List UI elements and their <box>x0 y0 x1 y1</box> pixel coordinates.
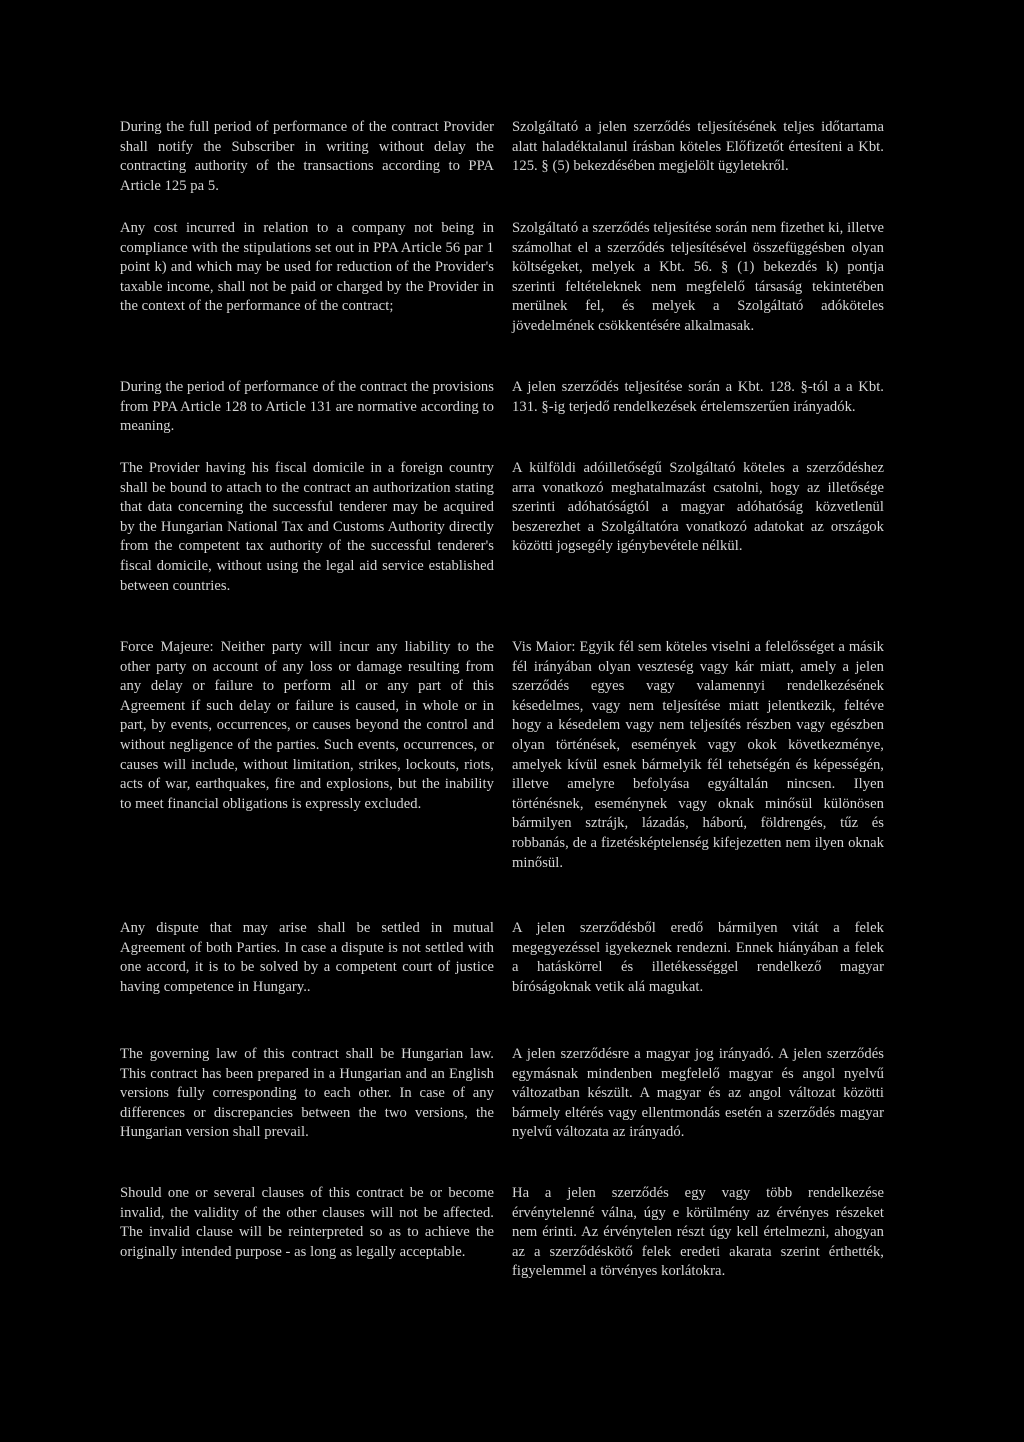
clause-1-hungarian: Szolgáltató a jelen szerződés teljesítésének teljes időtartama alatt haladéktalanul írásban köteles Előfizetőt értesíteni a Kbt. 125. § (5) bekezdésében megjelölt ügyletekről. <box>512 119 884 175</box>
clause-6-english: Any dispute that may arise shall be settled in mutual Agreement of both Parties. In case a dispute is not settled with one accord, it is to be solved by a competent court of justice having competence in Hungary.. <box>120 920 494 995</box>
clause-5-english: Force Majeure: Neither party will incur any liability to the other party on account of any loss or damage resulting from any delay or failure to perform all or any part of this Agreement if such delay or failure is caused, in whole or in part, by events, occurrences, or causes beyond the control and without negligence of the parties. Such events, occurrences, or causes will include, without limitation, strikes, lockouts, riots, acts of war, earthquakes, fire and explosions, but the inability to meet financial obligations is expressly excluded. <box>120 639 494 812</box>
clause-7-english: The governing law of this contract shall be Hungarian law. This contract has been prepared in a Hungarian and an English versions fully corresponding to each other. In case of any differences or discrepancies between the two versions, the Hungarian version shall prevail. <box>120 1046 494 1141</box>
clause-4-english: The Provider having his fiscal domicile in a foreign country shall be bound to attach to the contract an authorization stating that data concerning the successful tenderer may be acquired by the Hungarian National Tax and Customs Authority directly from the competent tax authority of the successful tenderer's fiscal domicile, without using the legal aid service established between countries. <box>120 460 494 594</box>
clause-6-hungarian: A jelen szerződésből eredő bármilyen vitát a felek megegyezéssel igyekeznek rendezni. Ennek hiányában a felek a hatáskörrel és illetékességgel rendelkező magyar bíróságoknak vetik alá magukat. <box>512 920 884 995</box>
clause-4-hungarian: A külföldi adóilletőségű Szolgáltató köteles a szerződéshez arra vonatkozó meghatalmazást csatolni, hogy az illetősége szerinti adóhatóságtól a magyar adóhatóság közvetlenül beszerezhet a Szolgáltatóra vonatkozó adatokat az országok közötti jogsegély igénybevétele nélkül. <box>512 460 884 555</box>
clause-1-english: During the full period of performance of the contract Provider shall notify the Subscriber in writing without delay the contracting authority of the transactions according to PPA Article 125 pa 5. <box>120 119 494 194</box>
clause-2-hungarian: Szolgáltató a szerződés teljesítése során nem fizethet ki, illetve számolhat el a szerződés teljesítésével összefüggésben olyan költségeket, melyek a Kbt. 56. § (1) bekezdés k) pontja szerinti feltételeknek nem megfelelő társaság tekintetében merülnek fel, és melyek a Szolgáltató adóköteles jövedelmének csökkentésére alkalmasak. <box>512 220 884 334</box>
clause-3-english: During the period of performance of the contract the provisions from PPA Article 128 to Article 131 are normative according to meaning. <box>120 379 494 435</box>
clause-3-hungarian: A jelen szerződés teljesítése során a Kbt. 128. §-tól a a Kbt. 131. §-ig terjedő rendelkezések értelemszerűen irányadók. <box>512 379 884 415</box>
clause-8-english: Should one or several clauses of this contract be or become invalid, the validity of the other clauses will not be affected. The invalid clause will be reinterpreted so as to achieve the originally intended purpose - as long as legally acceptable. <box>120 1185 494 1260</box>
clause-5-hungarian: Vis Maior: Egyik fél sem köteles viselni a felelősséget a másik fél irányában olyan veszteség vagy kár miatt, amely a jelen szerződés egyes vagy valamennyi rendelkezésének késedelmes, vagy nem teljesítése miatt jelentkezik, feltéve hogy a késedelem vagy nem teljesítés részben vagy egészben olyan történések, események vagy okok következménye, amelyek kívül esnek bármelyik fél tehetségén és képességén, illetve amelyre befolyása egyáltalán nincsen. Ilyen történésnek, eseménynek vagy oknak minősül különösen bármilyen sztrájk, lázadás, háború, földrengés, tűz és robbanás, de a fizetésképtelenség kifejezetten nem ilyen oknak minősül. <box>512 639 884 871</box>
clause-7-hungarian: A jelen szerződésre a magyar jog irányadó. A jelen szerződés egymásnak mindenben megfelelő magyar és angol nyelvű változatban készült. A magyar és az angol változat közötti bármely eltérés vagy ellentmondás esetén a szerződés magyar nyelvű változata az irányadó. <box>512 1046 884 1141</box>
clause-8-hungarian: Ha a jelen szerződés egy vagy több rendelkezése érvénytelenné válna, úgy e körülmény az érvényes részeket nem érinti. Az érvénytelen részt úgy kell értelmezni, ahogyan az a szerződéskötő felek eredeti akarata szerint érthették, figyelemmel a törvényes korlátokra. <box>512 1185 884 1280</box>
clause-2-english: Any cost incurred in relation to a company not being in compliance with the stipulations set out in PPA Article 56 par 1 point k) and which may be used for reduction of the Provider's taxable income, shall not be paid or charged by the Provider in the context of the performance of the contract; <box>120 220 494 315</box>
